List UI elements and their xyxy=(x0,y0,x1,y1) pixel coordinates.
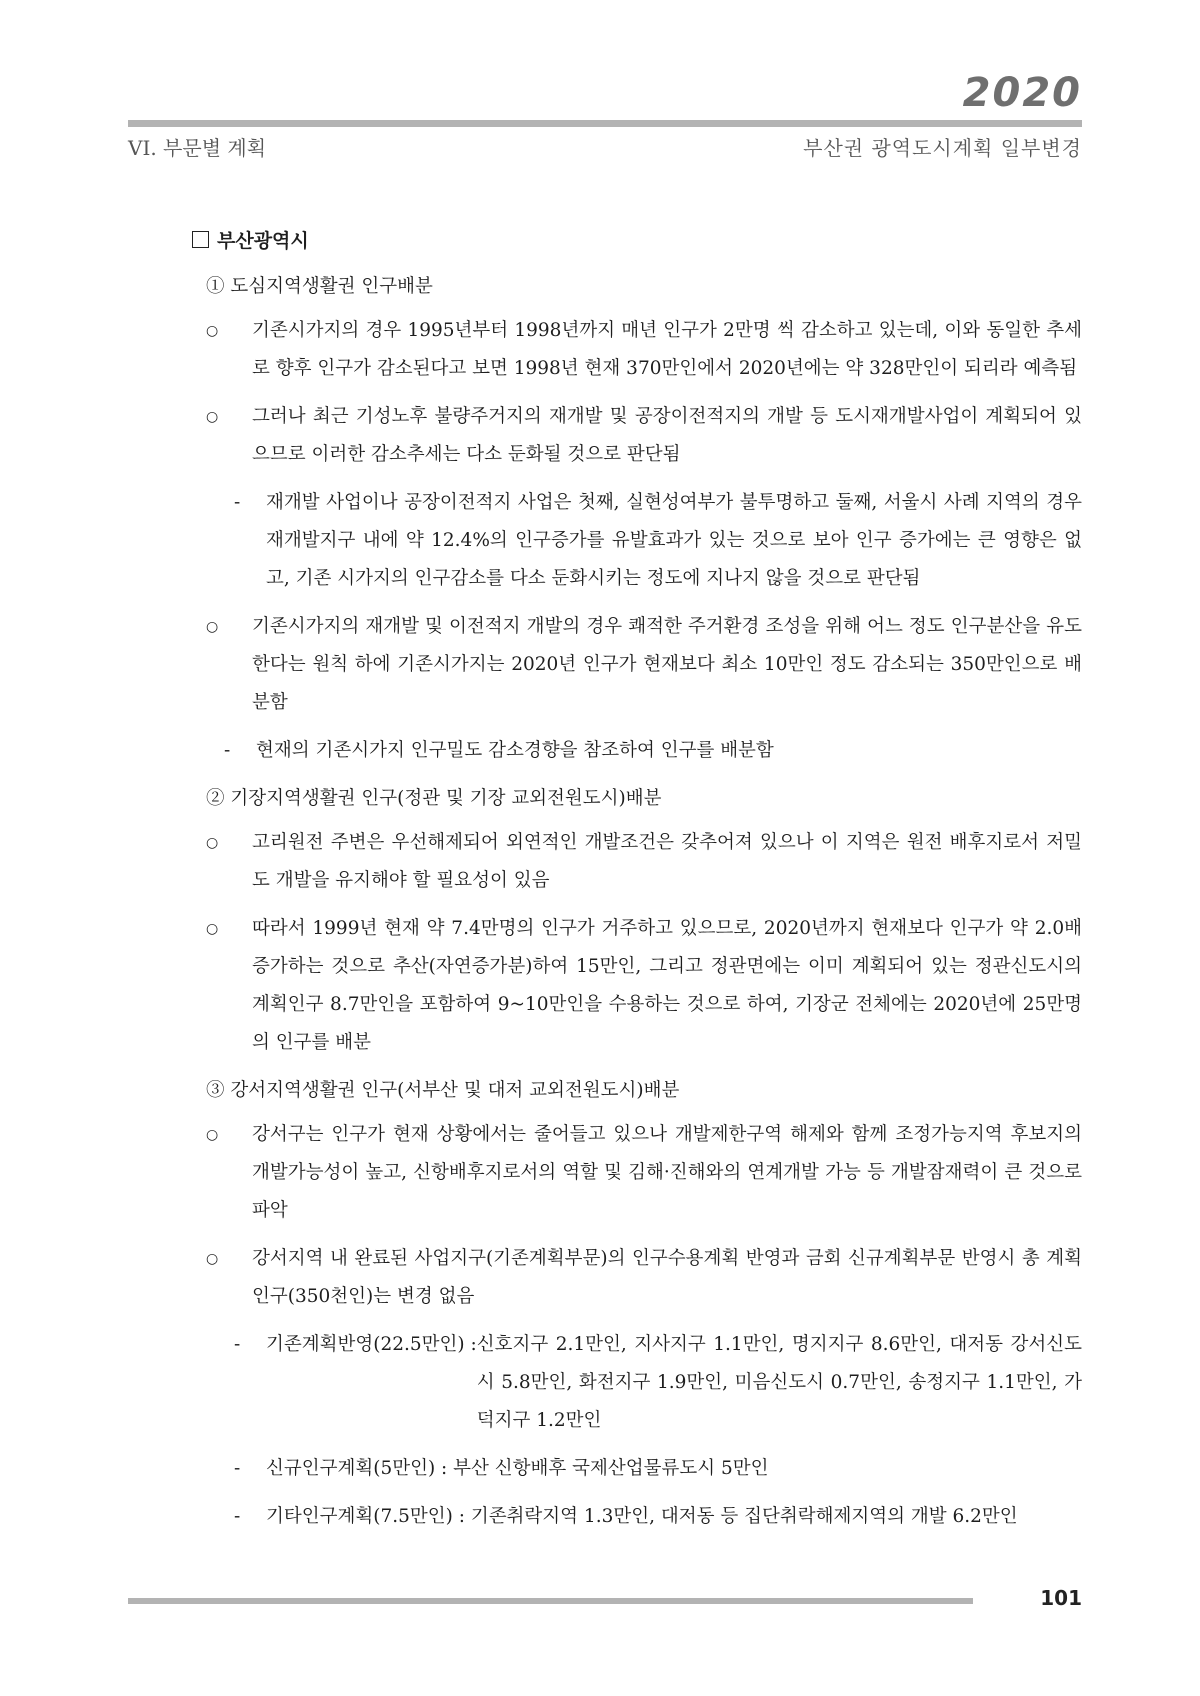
bullet-text: 그러나 최근 기성노후 불량주거지의 재개발 및 공장이전적지의 개발 등 도시재개발사업이 계획되어 있으므로 이러한 감소추세는 다소 둔화될 것으로 판단됨 xyxy=(252,406,1082,465)
page-content xyxy=(192,222,1082,1546)
dash-item xyxy=(234,1326,1082,1440)
document-title: 부산권 광역도시계획 일부변경 xyxy=(803,136,1082,160)
circle-bullet-icon: ○ xyxy=(206,835,219,851)
dash-value: 신호지구 2.1만인, 지사지구 1.1만인, 명지지구 8.6만인, 대저동 강서신도시 5.8만인, 화전지구 1.9만인, 미음신도시 0.7만인, 송정지구 1.1만인, 가덕지구 1.2만인 xyxy=(476,1334,1082,1431)
bullet-item xyxy=(206,398,1082,474)
circle-bullet-icon: ○ xyxy=(206,921,219,937)
chapter-title: VI. 부문별 계획 xyxy=(128,136,267,160)
bullet-item xyxy=(206,608,1082,722)
dash-item xyxy=(234,1450,1082,1488)
bullet-text: 고리원전 주변은 우선해제되어 외연적인 개발조건은 갖추어져 있으나 이 지역은 원전 배후지로서 저밀도 개발을 유지해야 할 필요성이 있음 xyxy=(252,832,1082,891)
page-number: 101 xyxy=(1040,1586,1082,1610)
dash-item xyxy=(234,484,1082,598)
bullet-text: 기존시가지의 경우 1995년부터 1998년까지 매년 인구가 2만명 씩 감소하고 있는데, 이와 동일한 추세로 향후 인구가 감소된다고 보면 1998년 현재 370만인에서 2020년에는 약 328만인이 되리라 예측됨 xyxy=(252,320,1082,379)
footer-rule xyxy=(128,1598,973,1604)
subsection-title: ② 기장지역생활권 인구(정관 및 기장 교외전원도시)배분 xyxy=(206,788,662,809)
dash-marker: - xyxy=(234,1506,241,1527)
dash-marker: - xyxy=(234,1334,241,1355)
circle-bullet-icon: ○ xyxy=(206,409,219,425)
dash-item xyxy=(234,1498,1082,1536)
checkbox-square-icon xyxy=(192,231,209,248)
circle-bullet-icon: ○ xyxy=(206,1127,219,1143)
dash-text: 재개발 사업이나 공장이전적지 사업은 첫째, 실현성여부가 불투명하고 둘째, 서울시 사례 지역의 경우 재개발지구 내에 약 12.4%의 인구증가를 유발효과가 있는 것으로 보아 인구 증가에는 큰 영향은 없고, 기존 시가지의 인구감소를 다소 둔화시키는 정도에 지나지 않을 것으로 판단됨 xyxy=(266,492,1082,589)
dash-marker: - xyxy=(234,492,241,513)
dash-item xyxy=(224,732,1082,770)
dash-marker: - xyxy=(234,1458,241,1479)
dash-text: 현재의 기존시가지 인구밀도 감소경향을 참조하여 인구를 배분함 xyxy=(256,740,774,761)
subsection-title: ③ 강서지역생활권 인구(서부산 및 대저 교외전원도시)배분 xyxy=(206,1080,680,1101)
bullet-item xyxy=(206,1116,1082,1230)
bullet-item xyxy=(206,910,1082,1062)
bullet-item xyxy=(206,1240,1082,1316)
dash-marker: - xyxy=(224,740,231,761)
dash-label: 기존계획반영(22.5만인) : xyxy=(266,1334,477,1355)
bullet-text: 따라서 1999년 현재 약 7.4만명의 인구가 거주하고 있으므로, 2020년까지 현재보다 인구가 약 2.0배 증가하는 것으로 추산(자연증가분)하여 15만인, 그리고 정관면에는 이미 계획되어 있는 정관신도시의 계획인구 8.7만인을 포함하여 9~10만인을 수용하는 것으로 하여, 기장군 전체에는 2020년에 25만명의 인구를 배분 xyxy=(252,918,1082,1053)
bullet-item xyxy=(206,312,1082,388)
dash-text: 신규인구계획(5만인) : 부산 신항배후 국제산업물류도시 5만인 xyxy=(266,1458,769,1479)
header-rule xyxy=(128,120,1082,127)
dash-text: 기타인구계획(7.5만인) : 기존취락지역 1.3만인, 대저동 등 집단취락해제지역의 개발 6.2만인 xyxy=(266,1506,1018,1527)
section-title-text: 부산광역시 xyxy=(217,230,309,252)
bullet-item xyxy=(206,824,1082,900)
dash-row xyxy=(266,1326,1082,1440)
subsection-title: ① 도심지역생활권 인구배분 xyxy=(206,276,433,297)
circle-bullet-icon: ○ xyxy=(206,323,219,339)
circle-bullet-icon: ○ xyxy=(206,619,219,635)
bullet-text: 강서지역 내 완료된 사업지구(기존계획부문)의 인구수용계획 반영과 금회 신규계획부문 반영시 총 계획인구(350천인)는 변경 없음 xyxy=(252,1248,1082,1307)
circle-bullet-icon: ○ xyxy=(206,1251,219,1267)
bullet-text: 강서구는 인구가 현재 상황에서는 줄어들고 있으나 개발제한구역 해제와 함께 조정가능지역 후보지의 개발가능성이 높고, 신항배후지로서의 역할 및 김해·진해와의 연계개발 가능 등 개발잠재력이 큰 것으로 파악 xyxy=(252,1124,1082,1221)
header-year: 2020 xyxy=(962,70,1082,116)
section-heading xyxy=(192,222,1082,260)
bullet-text: 기존시가지의 재개발 및 이전적지 개발의 경우 쾌적한 주거환경 조성을 위해 어느 정도 인구분산을 유도한다는 원칙 하에 기존시가지는 2020년 인구가 현재보다 최소 10만인 정도 감소되는 350만인으로 배분함 xyxy=(252,616,1082,713)
